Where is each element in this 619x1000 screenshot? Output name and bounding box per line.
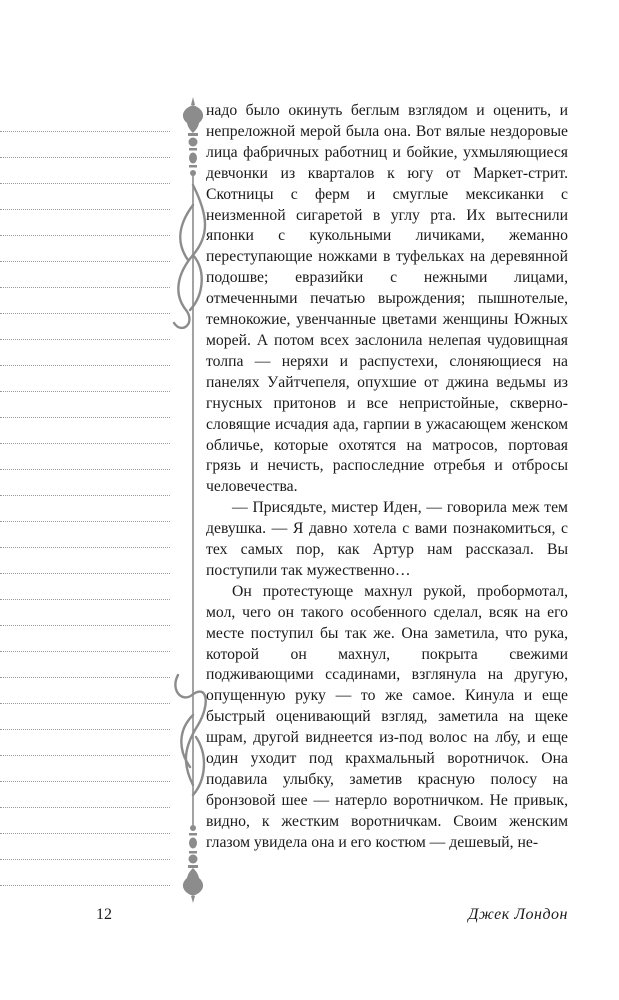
note-line bbox=[0, 313, 170, 314]
note-line bbox=[0, 729, 170, 730]
note-line bbox=[0, 183, 170, 184]
page-number: 12 bbox=[96, 906, 112, 923]
note-line bbox=[0, 495, 170, 496]
note-line bbox=[0, 885, 170, 886]
note-line bbox=[0, 391, 170, 392]
note-line bbox=[0, 651, 170, 652]
note-line bbox=[0, 261, 170, 262]
note-line bbox=[0, 521, 170, 522]
note-line bbox=[0, 157, 170, 158]
paragraph: — Присядьте, мистер Иден, — говорила меж тем девушка. — Я давно хотела с вами познакомиться, с тех самых пор, как Артур нам рассказал. Вы поступили так мужественно… bbox=[206, 499, 568, 579]
note-line bbox=[0, 131, 170, 132]
note-line bbox=[0, 599, 170, 600]
note-line bbox=[0, 469, 170, 470]
note-line bbox=[0, 833, 170, 834]
note-line bbox=[0, 807, 170, 808]
note-line bbox=[0, 755, 170, 756]
note-line bbox=[0, 547, 170, 548]
note-line bbox=[0, 235, 170, 236]
note-line bbox=[0, 443, 170, 444]
note-line bbox=[0, 287, 170, 288]
note-line bbox=[0, 625, 170, 626]
note-line bbox=[0, 781, 170, 782]
page-footer bbox=[0, 906, 619, 936]
running-head: Джек Лондон bbox=[468, 906, 568, 923]
margin-note-lines bbox=[0, 105, 170, 895]
paragraph: Он протестующе махнул рукой, пробормотал, мол, чего он такого особенного сделал, всяк на его месте поступил бы так же. Она заметила, что рука, которой он махнул, покрыта свежими подживающими ссадинами, взглянула на другую, опущенную руку — то же самое. Кинула и еще быстрый оценивающий взгляд, заметила на щеке шрам, другой виднеется из-под волос на лбу, и еще один уходит под крахмальный воротничок. Она подавила улыбку, заметив красную полосу на бронзовой шее — натерло воротничком. Не привык, видно, к жестким воротничкам. Своим женским глазом увидела она и его костюм — дешевый, не- bbox=[206, 582, 568, 851]
main-text bbox=[206, 101, 568, 854]
paragraph: надо было окинуть беглым взглядом и оценить, и непреложной мерой была она. Вот вялые нездоровые лица фабричных работниц и бойкие, ухмыляющиеся девчонки из кварталов к югу от Маркет-стрит. Скотницы с ферм и смуглые мексиканки с неизменной сигаретой в углу рта. Их вытеснили японки с кукольными личиками, жеманно переступающие ножками в туфельках на деревянной подошве; евразийки с нежными лицами, отмеченными печатью вырождения; пышнотелые, темнокожие, увенчанные цветами женщины Южных морей. А потом всех заслонила нелепая чудовищная толпа — неряхи и распустехи, слоняющиеся на панелях Уайтчепеля, опухшие от джина ведьмы из гнусных притонов и все непристойные, сквернословящие исчадия ада, гарпии в ужасающем женском обличье, которые охотятся на матросов, портовая грязь и нечисть, распоследние отребья и отбросы человечества. bbox=[206, 102, 568, 496]
note-line bbox=[0, 365, 170, 366]
note-line bbox=[0, 209, 170, 210]
note-line bbox=[0, 417, 170, 418]
note-line bbox=[0, 677, 170, 678]
note-line bbox=[0, 703, 170, 704]
note-line bbox=[0, 339, 170, 340]
note-line bbox=[0, 859, 170, 860]
note-line bbox=[0, 573, 170, 574]
